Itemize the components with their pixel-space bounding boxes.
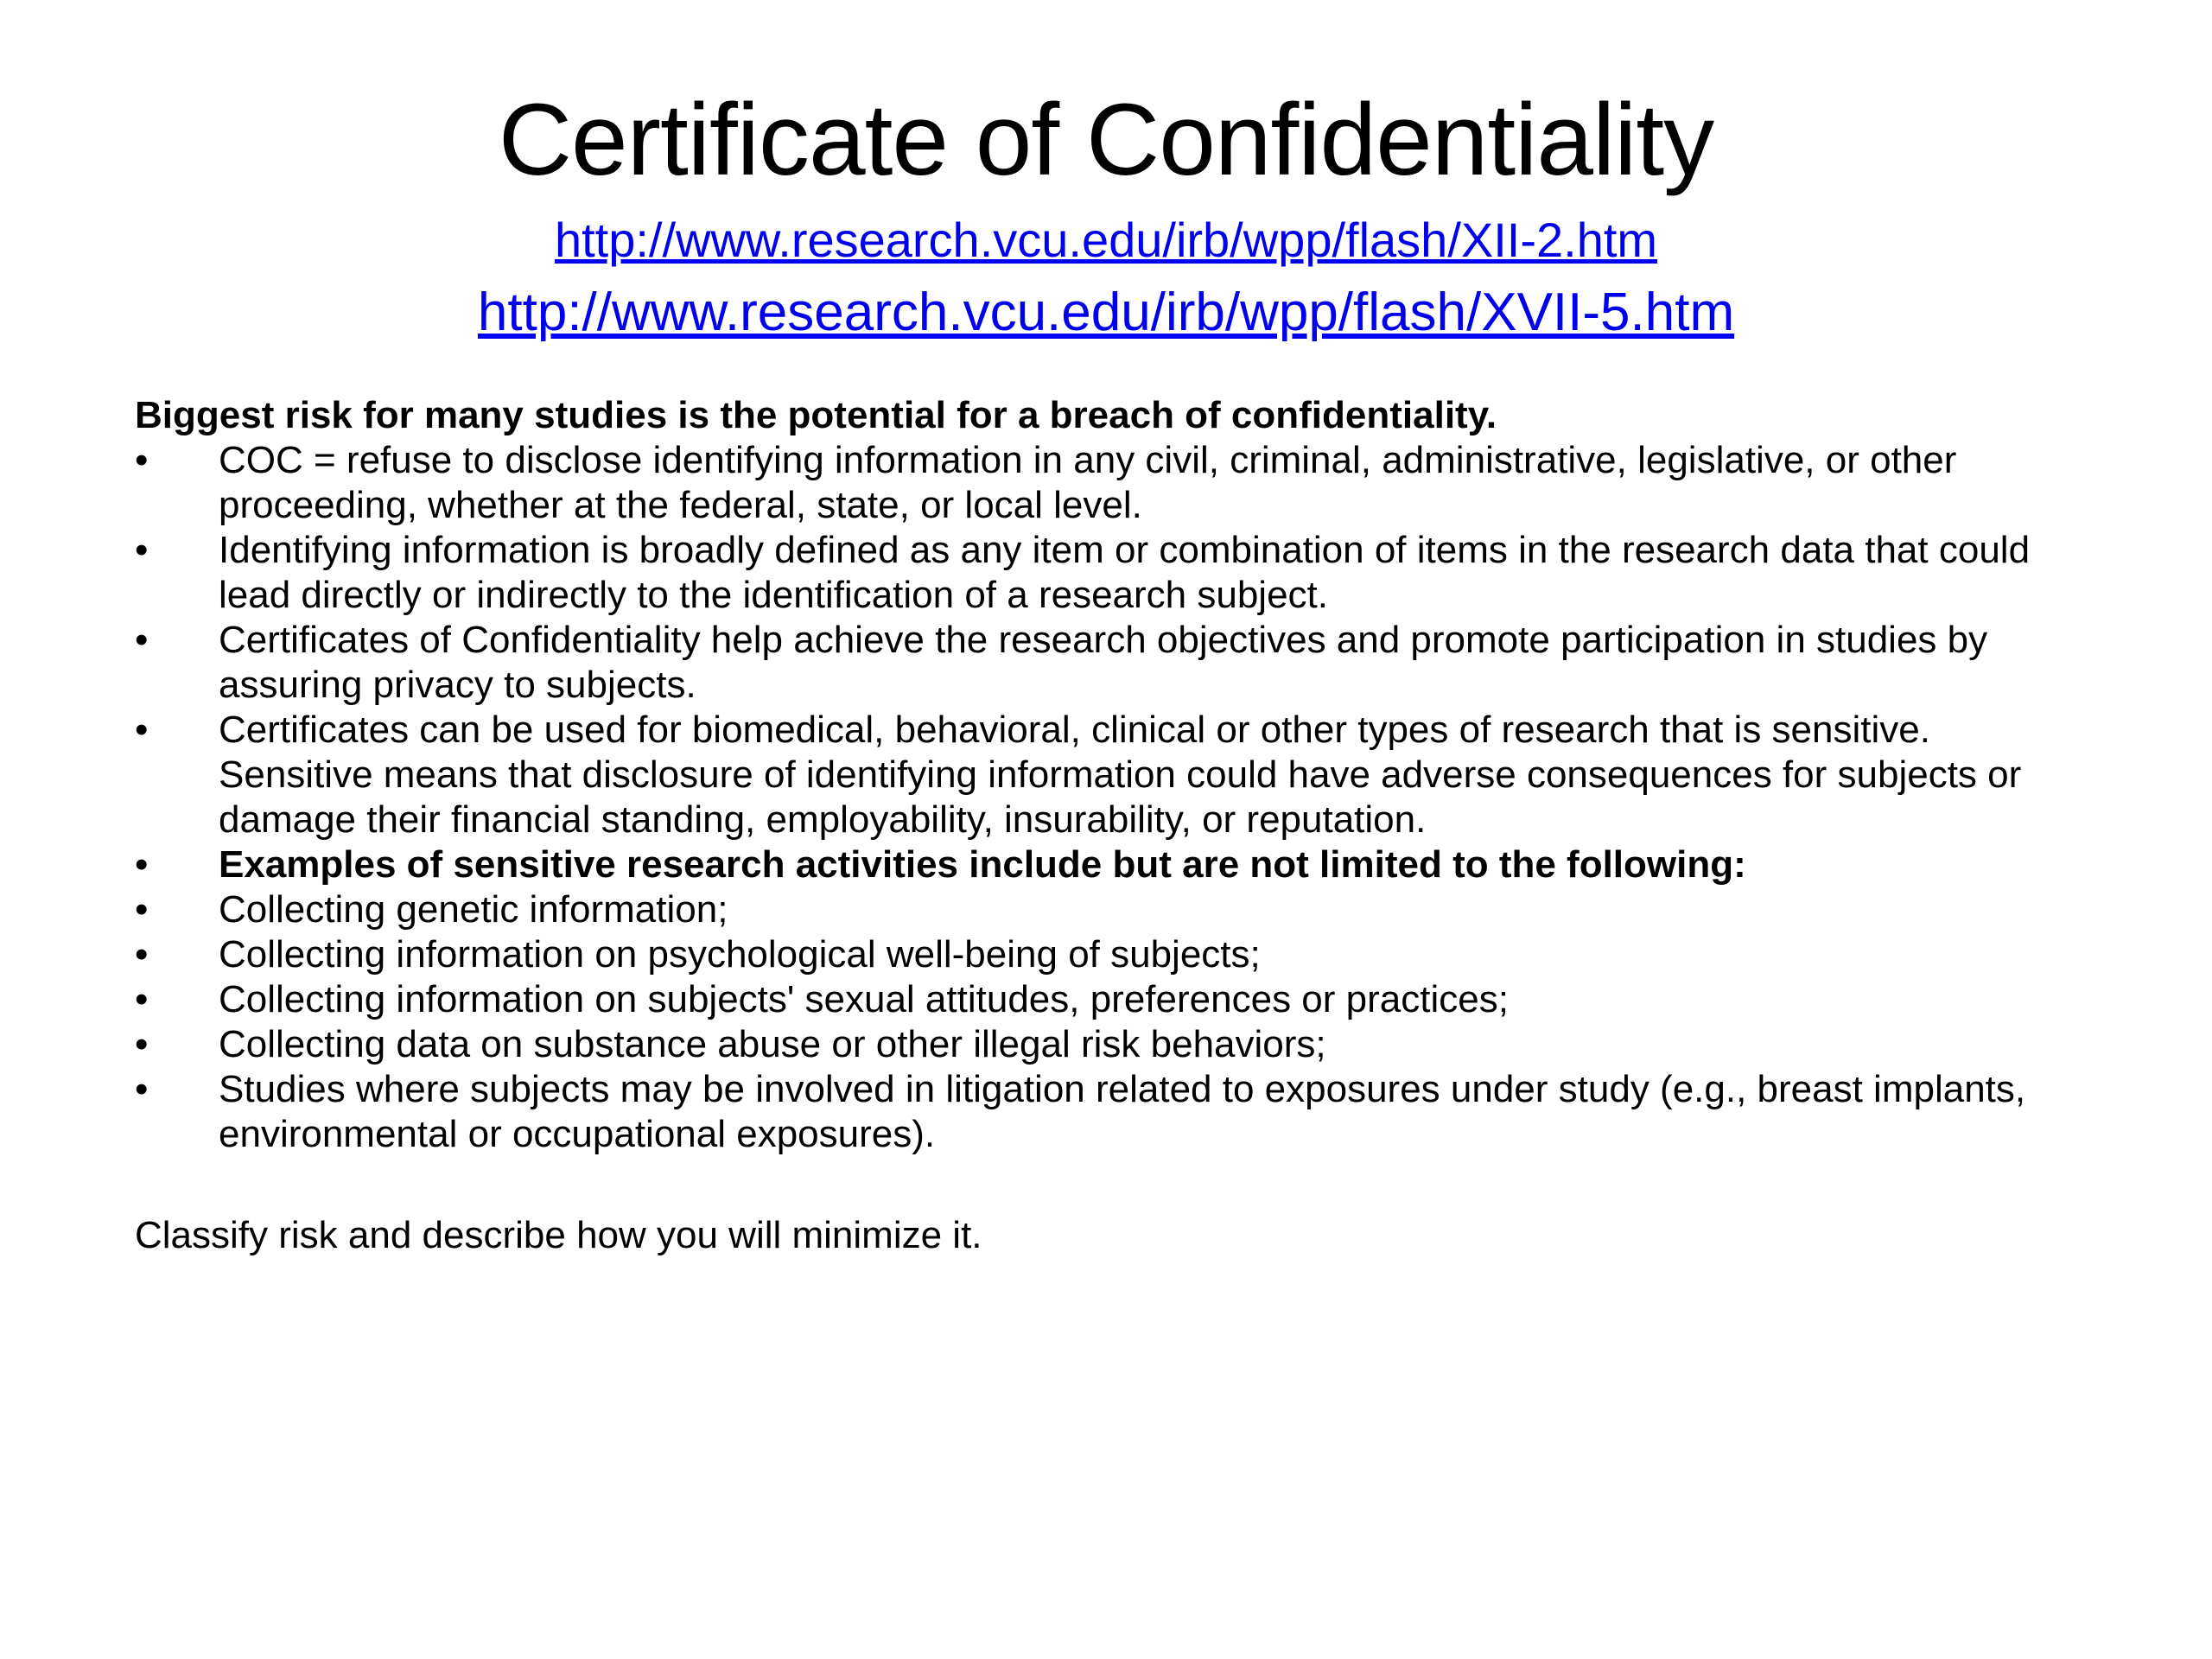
examples-bullet-list	[135, 842, 2088, 1157]
bullet-icon: •	[135, 1023, 149, 1065]
bullet-icon: •	[135, 843, 149, 886]
example-text: Studies where subjects may be involved in litigation related to exposures under study (e.g., breast implants, environmental or occupational exposures).	[219, 1068, 2026, 1155]
bullet-icon: •	[135, 978, 149, 1020]
slide-title: Certificate of Confidentiality	[498, 83, 1714, 197]
bullet-text: Certificates of Confidentiality help achieve the research objectives and promote participation in studies by assuring privacy to subjects.	[219, 619, 1988, 706]
bullet-icon: •	[135, 933, 149, 976]
reference-links	[0, 209, 2212, 351]
list-item	[135, 977, 2088, 1022]
bullet-icon: •	[135, 619, 149, 661]
example-text: Collecting genetic information;	[219, 888, 728, 931]
list-item	[135, 618, 2088, 708]
bullet-text: Certificates can be used for biomedical, behavioral, clinical or other types of research that is sensitive. Sensitive means that disclosure of identifying information could have adverse consequences for subjects or damage their financial standing, employability, insurability, or reputation.	[219, 709, 2022, 841]
example-text: Collecting data on substance abuse or other illegal risk behaviors;	[219, 1023, 1326, 1065]
example-text: Collecting information on psychological well-being of subjects;	[219, 933, 1261, 976]
bullet-icon: •	[135, 888, 149, 931]
bullet-text: COC = refuse to disclose identifying information in any civil, criminal, administrative, legislative, or other proceeding, whether at the federal, state, or local level.	[219, 439, 1957, 526]
bullet-icon: •	[135, 439, 149, 481]
example-text: Collecting information on subjects' sexual attitudes, preferences or practices;	[219, 978, 1509, 1020]
closing-statement: Classify risk and describe how you will minimize it.	[135, 1214, 982, 1256]
bullet-icon: •	[135, 709, 149, 751]
link-xvii-5[interactable]: http://www.research.vcu.edu/irb/wpp/flash/XVII-5.htm	[477, 283, 1735, 342]
list-item	[135, 528, 2088, 618]
bullet-icon: •	[135, 1068, 149, 1110]
examples-heading-item	[135, 842, 2088, 887]
list-item	[135, 1022, 2088, 1067]
coc-bullet-list	[135, 438, 2088, 842]
list-item	[135, 708, 2088, 842]
list-item	[135, 1067, 2088, 1157]
examples-heading: Examples of sensitive research activities include but are not limited to the following:	[219, 843, 1746, 886]
bullet-icon: •	[135, 529, 149, 571]
lead-statement: Biggest risk for many studies is the potential for a breach of confidentiality.	[135, 394, 1497, 436]
link-xii-2[interactable]: http://www.research.vcu.edu/irb/wpp/flash/XII-2.htm	[554, 213, 1658, 267]
list-item	[135, 932, 2088, 977]
bullet-text: Identifying information is broadly defined as any item or combination of items in the research data that could lead directly or indirectly to the identification of a research subject.	[219, 529, 2031, 616]
slide-body	[135, 393, 2088, 1258]
list-item	[135, 887, 2088, 932]
list-item	[135, 438, 2088, 528]
